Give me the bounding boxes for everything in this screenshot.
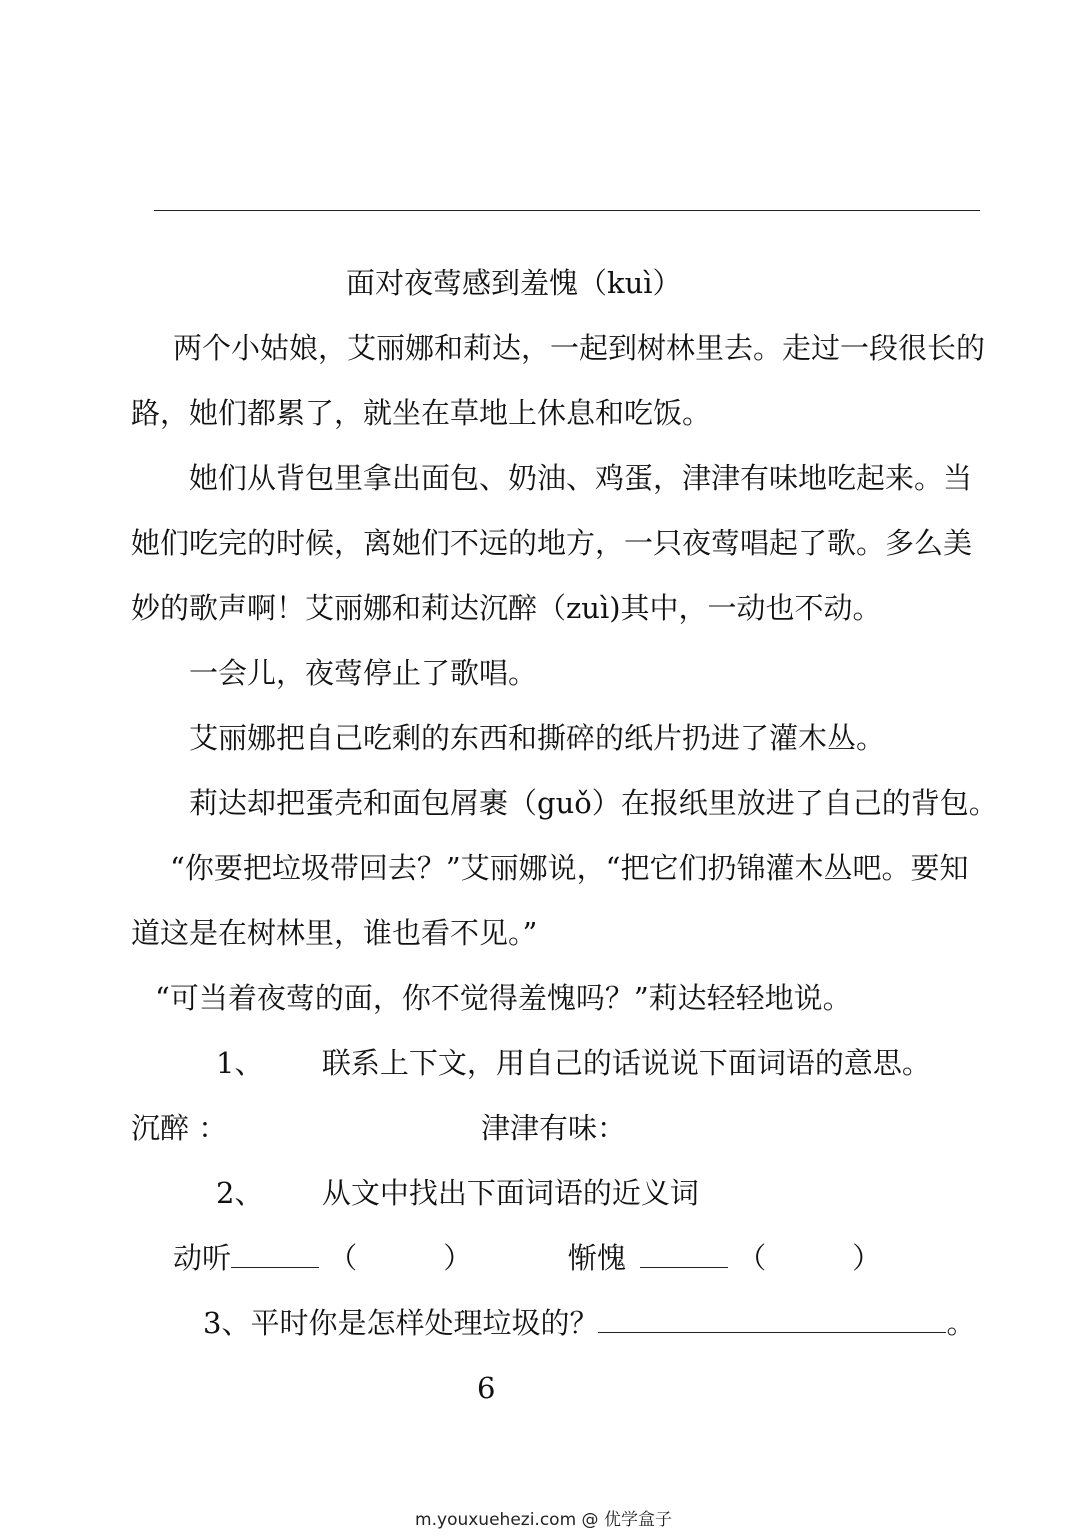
paragraph-line-8: 莉达却把蛋壳和面包屑裹（guǒ）在报纸里放进了自己的背包。 — [189, 786, 998, 820]
paragraph-line-5: 妙的歌声啊！艾丽娜和莉达沉醉（zuì)其中，一动也不动。 — [131, 591, 882, 625]
paren-close-b: ） — [852, 1241, 882, 1275]
paragraph-line-9: “你要把垃圾带回去？”艾丽娜说，“把它们扔锦灌木丛吧。要知 — [170, 851, 969, 885]
question-1-term-a: 沉醉 ： — [131, 1111, 228, 1145]
question-3-text: 3、平时你是怎样处理垃圾的？ — [203, 1306, 599, 1340]
question-1-text: 联系上下文，用自己的话说说下面词语的意思。 — [321, 1046, 931, 1080]
header-rule — [154, 210, 980, 211]
question-1-term-b: 津津有味： — [481, 1111, 627, 1145]
question-1 — [216, 1043, 931, 1083]
question-3-end-mark: 。 — [946, 1306, 976, 1340]
page-number: 6 — [477, 1371, 496, 1405]
answer-blank-q3[interactable] — [598, 1306, 946, 1333]
question-2 — [216, 1173, 699, 1213]
question-1-number: 1、 — [216, 1046, 264, 1080]
question-2-word-b: 惭愧 — [568, 1241, 627, 1275]
paragraph-line-11: “可当着夜莺的面，你不觉得羞愧吗？”莉达轻轻地说。 — [155, 981, 852, 1015]
paren-open-a: （ — [328, 1241, 358, 1275]
answer-blank-b[interactable] — [640, 1241, 728, 1268]
paragraph-line-7: 艾丽娜把自己吃剩的东西和撕碎的纸片扔进了灌木丛。 — [189, 721, 886, 755]
footer-watermark: m.youxuehezi.com @ 优学盒子 — [415, 1510, 672, 1530]
paragraph-line-1: 两个小姑娘，艾丽娜和莉达，一起到树林里去。走过一段很长的 — [173, 331, 986, 365]
paren-close-a: ） — [443, 1241, 473, 1275]
paragraph-line-3: 她们从背包里拿出面包、奶油、鸡蛋，津津有味地吃起来。当 — [189, 461, 973, 495]
question-3 — [203, 1303, 975, 1343]
paren-open-b: （ — [737, 1241, 767, 1275]
paragraph-line-6: 一会儿，夜莺停止了歌唱。 — [189, 656, 538, 690]
paragraph-line-10: 道这是在树林里，谁也看不见。” — [131, 916, 538, 950]
passage-title: 面对夜莺感到羞愧（kuì） — [346, 266, 682, 300]
question-2-number: 2、 — [216, 1176, 264, 1210]
question-2-text: 从文中找出下面词语的近义词 — [321, 1176, 699, 1210]
answer-blank-a[interactable] — [231, 1241, 319, 1268]
question-2-item-b — [568, 1238, 881, 1278]
question-2-word-a: 动听 — [173, 1241, 232, 1275]
paragraph-line-2: 路，她们都累了，就坐在草地上休息和吃饭。 — [131, 396, 712, 430]
question-2-item-a — [173, 1238, 472, 1278]
paragraph-line-4: 她们吃完的时候，离她们不远的地方，一只夜莺唱起了歌。多么美 — [131, 526, 973, 560]
